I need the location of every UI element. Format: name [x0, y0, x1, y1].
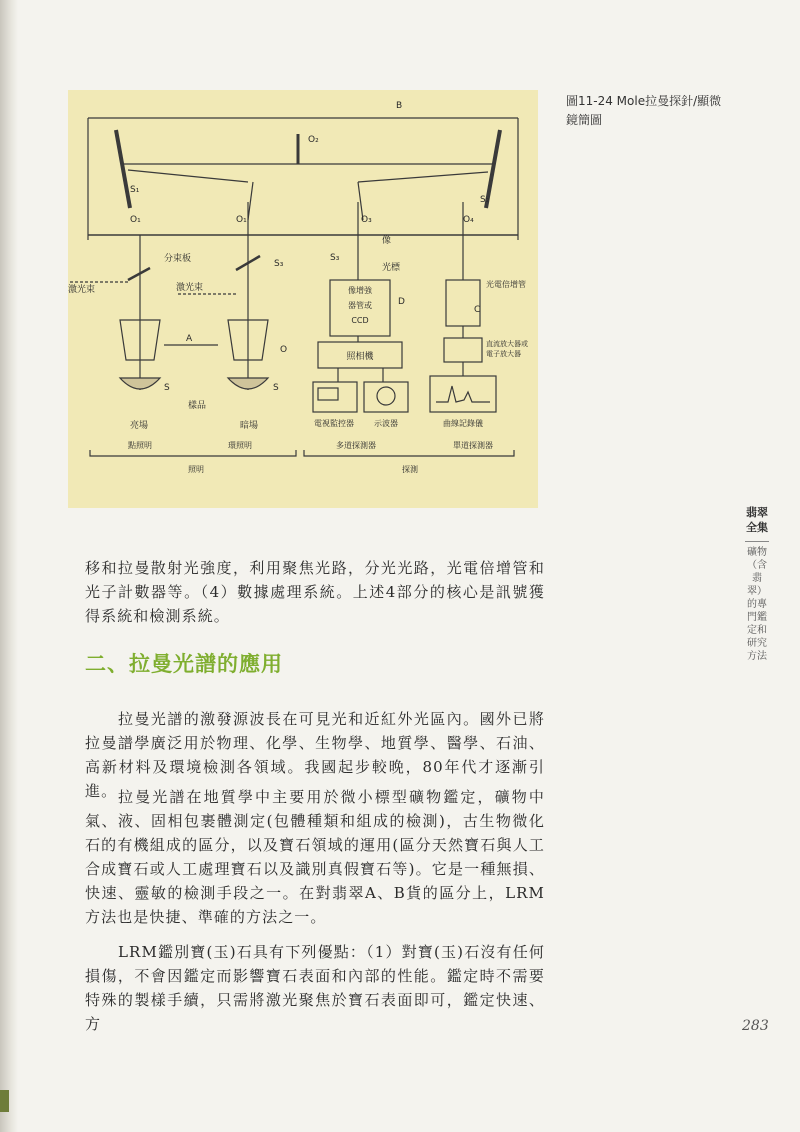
book-spine-edge — [0, 0, 18, 1132]
label-C: C — [474, 305, 481, 315]
label-ccd-3: CCD — [351, 316, 369, 325]
side-tab-chapter-title: 礦物（含翡翠）的專門鑑定和研究方法 — [747, 547, 767, 662]
label-amplifier-1: 直流放大器或 — [486, 340, 528, 348]
label-light-mark: 光標 — [382, 263, 401, 273]
label-ccd-1: 像增強 — [348, 286, 372, 295]
section-heading: 二、拉曼光譜的應用 — [85, 652, 283, 676]
label-laser-beam-1: 激光束 — [68, 285, 96, 295]
beam-down-1 — [248, 182, 253, 220]
label-detection: 探測 — [402, 465, 418, 474]
label-chart-recorder: 曲線記錄儀 — [443, 419, 483, 428]
label-O1: O₁ — [130, 215, 141, 225]
label-O1b: O₁ — [236, 215, 247, 225]
label-amplifier-2: 電子放大器 — [486, 350, 521, 358]
paragraph-intro: 拉曼光譜的激發源波長在可見光和近紅外光區內。國外已將拉曼譜學廣泛用於物理、化學、生物學、地質學、醫學、石油、高新材料及環境檢測各領域。我國起步較晚，80年代才逐漸引進。 — [85, 710, 545, 800]
label-dark-field: 暗場 — [240, 421, 259, 431]
bracket-detect-top — [304, 450, 514, 456]
label-illumination: 照明 — [188, 465, 204, 474]
bracket-illum-top — [90, 450, 296, 456]
label-S-2: S — [273, 383, 279, 393]
mirror-S1 — [116, 130, 130, 208]
box-pmt — [446, 280, 480, 326]
label-O3: O₃ — [361, 215, 372, 225]
label-ccd-2: 器管或 — [348, 301, 372, 310]
label-S-1: S — [164, 383, 170, 393]
label-D: D — [398, 297, 405, 307]
box-chart-recorder — [430, 376, 496, 412]
label-camera: 照相機 — [346, 352, 374, 362]
box-tv-monitor — [313, 382, 357, 412]
oscilloscope-screen — [377, 387, 395, 405]
box-amplifier — [444, 338, 482, 362]
label-S3: S₃ — [274, 259, 284, 269]
label-O4: O₄ — [463, 215, 474, 225]
label-pmt: 光電倍增管 — [486, 280, 526, 289]
label-bright-field: 亮場 — [130, 421, 149, 431]
side-tab-book-title: 翡翠全集 — [745, 505, 769, 542]
tv-screen — [318, 388, 338, 400]
label-singlechannel: 單道探測器 — [453, 441, 493, 450]
paragraph-geology: 拉曼光譜在地質學中主要用於微小標型礦物鑑定，礦物中氣、液、固相包裹體測定(包體種類和組成的檢測)，古生物微化石的有機組成的區分，以及寶石領域的運用(區分天然寶石與人工合成寶石或人工處理寶石以及識別真假寶石等)。它是一種無損、快速、靈敏的檢測手段之一。在對翡翠A、B貨的區分上，LRM方法也是快捷、準確的方法之一。 — [85, 788, 545, 926]
label-laser-beam-2: 激光束 — [176, 283, 204, 293]
label-oscilloscope: 示波器 — [374, 419, 398, 428]
chapter-side-tab — [745, 505, 769, 663]
label-S2: S₂ — [480, 195, 490, 205]
beam-left-lower — [128, 170, 248, 182]
label-S3b: S₃ — [330, 253, 340, 263]
label-S1: S₁ — [130, 185, 140, 195]
label-sample: 樣品 — [188, 401, 207, 411]
raman-microprobe-diagram — [68, 90, 538, 508]
label-tv-monitor: 電視監控器 — [314, 419, 354, 428]
label-O: O — [280, 345, 288, 355]
split-plate-1 — [128, 268, 150, 280]
label-O2: O₂ — [308, 135, 319, 145]
paragraph-continued: 移和拉曼散射光強度，利用聚焦光路，分光光路，光電倍增管和光子計數器等。（4）數據處理系統。上述4部分的核心是訊號獲得系統和檢測系統。 — [85, 559, 545, 625]
label-split-plate: 分束板 — [164, 254, 192, 264]
paragraph-advantages: LRM鑑別寶(玉)石具有下列優點：（1）對寶(玉)石沒有任何損傷，不會因鑑定而影響寶石表面和內部的性能。鑑定時不需要特殊的製樣手續，只需將激光聚焦於寶石表面即可，鑑定快速、方 — [85, 943, 545, 1033]
label-image-mark: 像 — [382, 236, 392, 246]
label-ring-illum: 環照明 — [228, 441, 252, 450]
page-number: 283 — [742, 1018, 769, 1034]
beam-right-lower — [358, 172, 488, 182]
label-B: B — [396, 101, 403, 111]
label-multichannel: 多道探測器 — [336, 441, 376, 450]
recorder-trace — [436, 386, 490, 402]
label-A: A — [186, 334, 193, 344]
diagram-drawing — [68, 90, 538, 508]
sample-dark — [228, 378, 268, 389]
figure-caption: 圖11-24 Mole拉曼探針/顯微鏡簡圖 — [566, 94, 722, 127]
sample-bright — [120, 378, 160, 389]
spine-color-mark — [0, 1090, 9, 1112]
label-point-illum: 點照明 — [128, 441, 152, 450]
